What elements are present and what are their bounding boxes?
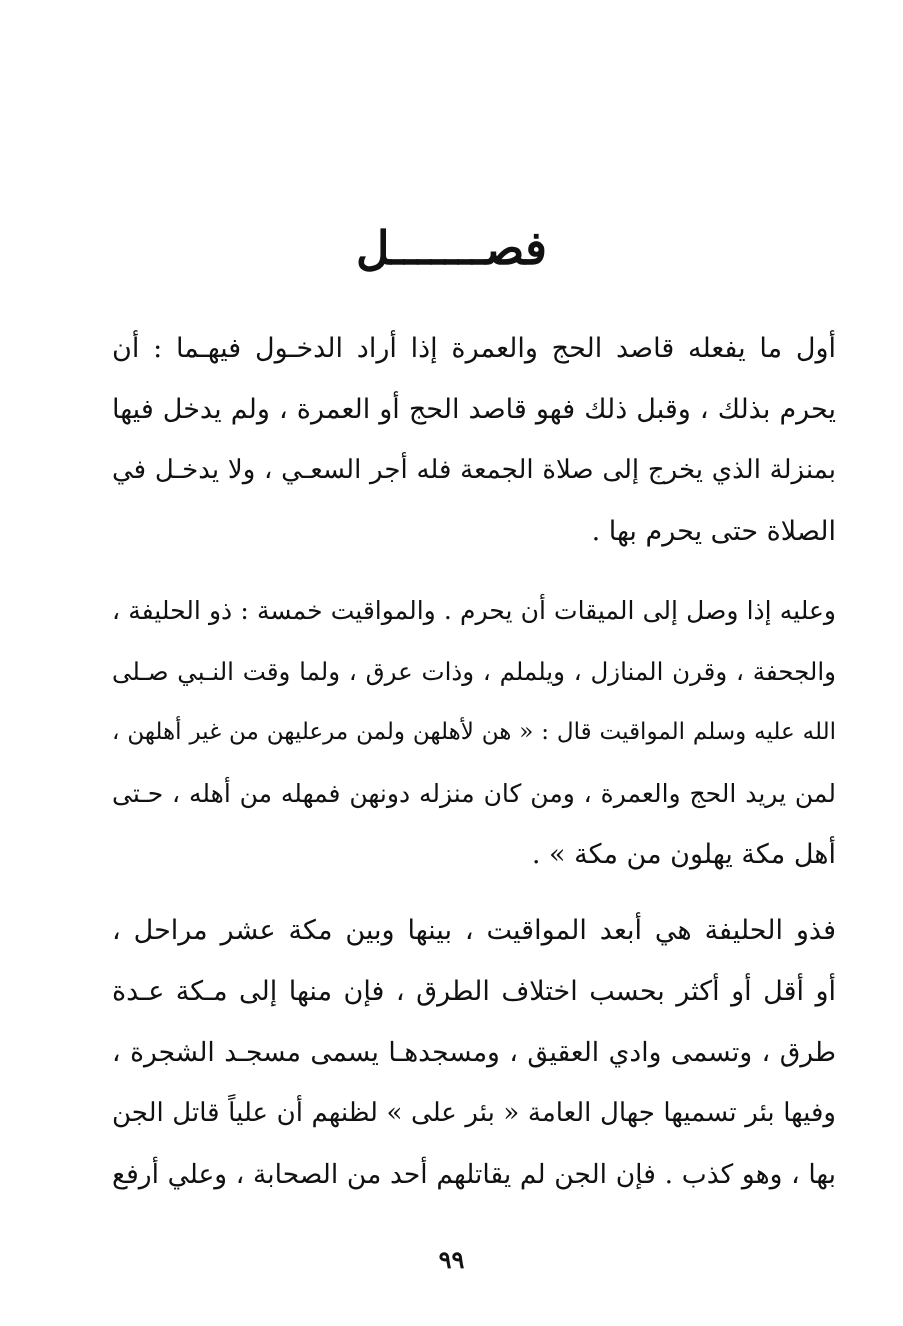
paragraph-line: الله عليه وسلم المواقيت قال : « هن لأهلهن ولمن مرعليهن من غير أهلهن ، bbox=[112, 719, 836, 745]
paragraph-line: وفيها بئر تسميها جهال العامة « بئر على » لظنهم أن علياً قاتل الجن bbox=[112, 1098, 836, 1128]
paragraph-line: بها ، وهو كذب . فإن الجن لم يقاتلهم أحد من الصحابة ، وعلي أرفع bbox=[112, 1159, 836, 1190]
section-heading: فصـــــــل bbox=[355, 221, 548, 275]
paragraph-line: أول ما يفعله قاصد الحج والعمرة إذا أراد الدخـول فيهـما : أن bbox=[112, 333, 836, 364]
page-number: ٩٩ bbox=[438, 1245, 465, 1274]
paragraph-line: والجحفة ، وقرن المنازل ، ويلملم ، وذات عرق ، ولما وقت النـبي صـلى bbox=[112, 657, 836, 686]
paragraph-line: يحرم بذلك ، وقبل ذلك فهو قاصد الحج أو العمرة ، ولم يدخل فيها bbox=[112, 394, 836, 425]
paragraph-line: فذو الحليفة هي أبعد المواقيت ، بينها وبين مكة عشر مراحل ، bbox=[112, 915, 836, 946]
paragraph-line: أهل مكة يهلون من مكة » . bbox=[531, 839, 836, 870]
paragraph-line: الصلاة حتى يحرم بها . bbox=[591, 516, 836, 547]
paragraph-line: طرق ، وتسمى وادي العقيق ، ومسجدهـا يسمى مسجـد الشجرة ، bbox=[112, 1037, 836, 1068]
paragraph-line: لمن يريد الحج والعمرة ، ومن كان منزله دونهن فمهله من أهله ، حـتى bbox=[112, 779, 836, 808]
paragraph-line: وعليه إذا وصل إلى الميقات أن يحرم . والمواقيت خمسة : ذو الحليفة ، bbox=[112, 596, 836, 625]
paragraph-line: بمنزلة الذي يخرج إلى صلاة الجمعة فله أجر السعـي ، ولا يدخـل في bbox=[112, 455, 836, 485]
paragraph-2 bbox=[112, 580, 836, 885]
paragraph-line: أو أقل أو أكثر بحسب اختلاف الطرق ، فإن منها إلى مـكة عـدة bbox=[112, 976, 836, 1007]
paragraph-3 bbox=[112, 900, 836, 1205]
paragraph-1 bbox=[112, 318, 836, 562]
